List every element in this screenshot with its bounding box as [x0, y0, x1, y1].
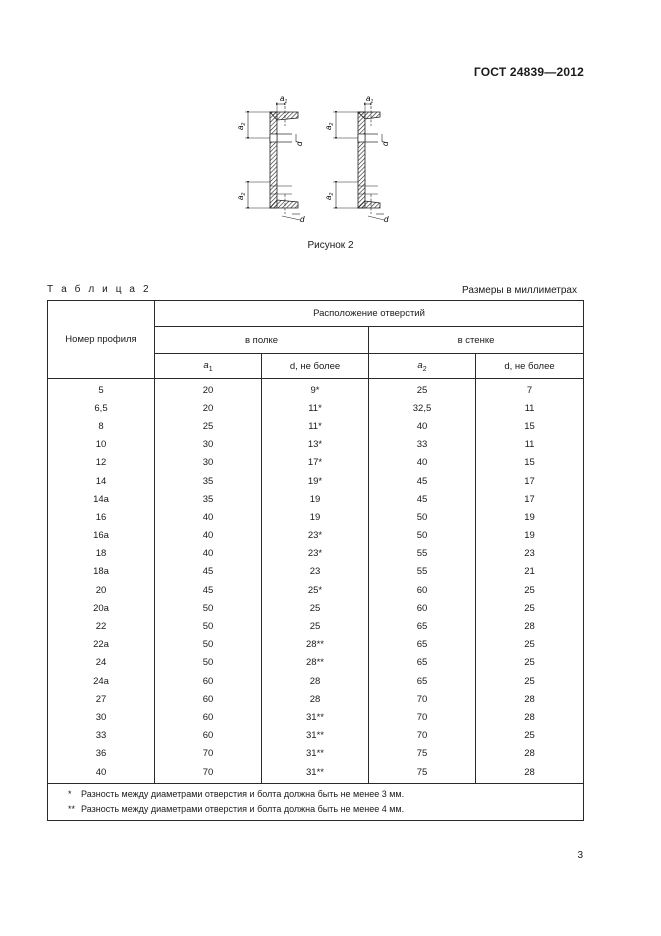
table-row [48, 672, 584, 690]
table-cell: 40 [369, 417, 476, 435]
table-cell: 60 [155, 690, 262, 708]
table-cell: 18 [48, 545, 155, 563]
table-cell: 60 [369, 599, 476, 617]
table-cell: 30 [155, 436, 262, 454]
table-cell: 9* [262, 379, 369, 400]
table-row [48, 436, 584, 454]
table-cell: 28 [262, 690, 369, 708]
table-cell: 23 [476, 545, 584, 563]
standard-code: ГОСТ 24839—2012 [473, 65, 584, 79]
table-cell: 24a [48, 672, 155, 690]
table-cell: 25* [262, 581, 369, 599]
label-a2-upper-right: $a_2$ [324, 122, 335, 130]
label-a2-lower-right: $a_2$ [324, 192, 335, 200]
table-cell: 21 [476, 563, 584, 581]
table-cell: 60 [155, 708, 262, 726]
table-cell: 70 [155, 745, 262, 763]
dimensions-table [47, 300, 584, 821]
table-cell: 40 [155, 508, 262, 526]
table-row [48, 472, 584, 490]
table-cell: 35 [155, 490, 262, 508]
table-row [48, 508, 584, 526]
table-cell: 20 [155, 379, 262, 400]
units-note: Размеры в миллиметрах [462, 285, 577, 296]
table-label: Т а б л и ц а 2 [47, 284, 152, 295]
table-cell: 40 [48, 763, 155, 784]
table-cell: 14a [48, 490, 155, 508]
table-cell: 19 [476, 527, 584, 545]
table-cell: 31** [262, 763, 369, 784]
table-cell: 28 [476, 690, 584, 708]
table-row [48, 379, 584, 400]
table-cell: 20 [48, 581, 155, 599]
table-cell: 50 [369, 527, 476, 545]
table-row [48, 763, 584, 784]
table-cell: 19 [262, 508, 369, 526]
header-in-flange: в полке [155, 327, 369, 354]
table-cell: 10 [48, 436, 155, 454]
table-cell: 15 [476, 454, 584, 472]
table-cell: 19 [476, 508, 584, 526]
table-cell: 32,5 [369, 399, 476, 417]
table-cell: 40 [369, 454, 476, 472]
table-cell: 12 [48, 454, 155, 472]
table-cell: 25 [155, 417, 262, 435]
table-cell: 27 [48, 690, 155, 708]
table-cell: 70 [369, 727, 476, 745]
table-cell: 28 [476, 763, 584, 784]
table-cell: 16 [48, 508, 155, 526]
header-hole-location: Расположение отверстий [155, 301, 584, 327]
table-cell: 5 [48, 379, 155, 400]
table-cell: 45 [155, 563, 262, 581]
table-cell: 23 [262, 563, 369, 581]
table-cell: 65 [369, 636, 476, 654]
table-cell: 11 [476, 436, 584, 454]
footnote-1: * Разность между диаметрами отверстия и болта должна быть не менее 3 мм. [68, 789, 405, 800]
table-row [48, 690, 584, 708]
table-cell: 11 [476, 399, 584, 417]
table-cell: 18a [48, 563, 155, 581]
table-cell: 15 [476, 417, 584, 435]
table-cell: 50 [155, 617, 262, 635]
table-cell: 25 [262, 599, 369, 617]
table-cell: 50 [369, 508, 476, 526]
table-cell: 31** [262, 727, 369, 745]
table-cell: 31** [262, 708, 369, 726]
table-cell: 45 [369, 490, 476, 508]
table-cell: 23* [262, 527, 369, 545]
table-cell: 75 [369, 763, 476, 784]
table-cell: 22a [48, 636, 155, 654]
table-cell: 60 [155, 727, 262, 745]
label-a2-upper-left: $a_2$ [236, 122, 247, 130]
figure-channel-sections [230, 90, 400, 230]
table-cell: 6,5 [48, 399, 155, 417]
table-cell: 28** [262, 636, 369, 654]
table-cell: 70 [369, 690, 476, 708]
table-cell: 17* [262, 454, 369, 472]
table-cell: 45 [369, 472, 476, 490]
table-cell: 70 [369, 708, 476, 726]
table-cell: 35 [155, 472, 262, 490]
table-cell: 23* [262, 545, 369, 563]
table-row [48, 599, 584, 617]
table-row [48, 745, 584, 763]
table-cell: 45 [155, 581, 262, 599]
table-cell: 14 [48, 472, 155, 490]
table-cell: 19* [262, 472, 369, 490]
label-d-left-flange: d [300, 215, 305, 224]
table-row [48, 727, 584, 745]
table-cell: 65 [369, 617, 476, 635]
table-cell: 22 [48, 617, 155, 635]
header-in-web: в стенке [369, 327, 584, 354]
table-row [48, 617, 584, 635]
table-cell: 50 [155, 636, 262, 654]
table-row [48, 654, 584, 672]
table-row [48, 545, 584, 563]
table-body [48, 379, 584, 784]
table-cell: 33 [369, 436, 476, 454]
header-d-web: d, не более [476, 354, 584, 379]
table-cell: 20 [155, 399, 262, 417]
table-cell: 16a [48, 527, 155, 545]
label-d-left-web: d [295, 141, 304, 146]
table-row [48, 454, 584, 472]
header-d-flange: d, не более [262, 354, 369, 379]
table-cell: 28 [476, 617, 584, 635]
table-cell: 65 [369, 654, 476, 672]
table-cell: 28 [476, 708, 584, 726]
table-cell: 17 [476, 472, 584, 490]
table-cell: 30 [48, 708, 155, 726]
table-cell: 17 [476, 490, 584, 508]
table-cell: 40 [155, 527, 262, 545]
table-row [48, 527, 584, 545]
table-cell: 19 [262, 490, 369, 508]
table-cell: 28** [262, 654, 369, 672]
label-d-right-web: d [381, 141, 390, 146]
table-cell: 25 [476, 654, 584, 672]
table-footnotes [48, 784, 584, 821]
label-a1-top-left: $a_1$ [280, 94, 288, 105]
header-a2: $a_2$ [369, 354, 476, 379]
table-row [48, 563, 584, 581]
table-cell: 25 [476, 672, 584, 690]
table-cell: 70 [155, 763, 262, 784]
label-d-right-flange: d [384, 215, 389, 224]
table-row [48, 417, 584, 435]
label-a2-lower-left: $a_2$ [236, 192, 247, 200]
table-cell: 60 [369, 581, 476, 599]
table-cell: 11* [262, 399, 369, 417]
table-cell: 30 [155, 454, 262, 472]
table-row [48, 399, 584, 417]
table-cell: 25 [476, 636, 584, 654]
table-cell: 65 [369, 672, 476, 690]
table-cell: 24 [48, 654, 155, 672]
table-cell: 25 [369, 379, 476, 400]
table-cell: 20a [48, 599, 155, 617]
header-a1: $a_1$ [155, 354, 262, 379]
table-cell: 7 [476, 379, 584, 400]
page-number: 3 [577, 850, 583, 861]
table-cell: 36 [48, 745, 155, 763]
table-cell: 25 [476, 581, 584, 599]
footnote-2: ** Разность между диаметрами отверстия и болта должна быть не менее 4 мм. [68, 804, 405, 815]
table-cell: 55 [369, 563, 476, 581]
table-cell: 40 [155, 545, 262, 563]
table-cell: 13* [262, 436, 369, 454]
table-cell: 60 [155, 672, 262, 690]
table-cell: 50 [155, 654, 262, 672]
table-cell: 31** [262, 745, 369, 763]
table-cell: 28 [476, 745, 584, 763]
header-profile-number: Номер профиля [48, 301, 155, 379]
figure-caption: Рисунок 2 [307, 240, 354, 251]
table-cell: 11* [262, 417, 369, 435]
label-a1-top-right: $a_1$ [366, 94, 374, 105]
table-cell: 25 [476, 727, 584, 745]
table-cell: 25 [262, 617, 369, 635]
table-cell: 8 [48, 417, 155, 435]
table-cell: 33 [48, 727, 155, 745]
table-cell: 55 [369, 545, 476, 563]
section-left [236, 94, 305, 224]
table-row [48, 708, 584, 726]
table-cell: 25 [476, 599, 584, 617]
table-row [48, 581, 584, 599]
table-cell: 28 [262, 672, 369, 690]
table-cell: 50 [155, 599, 262, 617]
section-right [324, 94, 390, 224]
table-cell: 75 [369, 745, 476, 763]
table-row [48, 490, 584, 508]
table-row [48, 636, 584, 654]
